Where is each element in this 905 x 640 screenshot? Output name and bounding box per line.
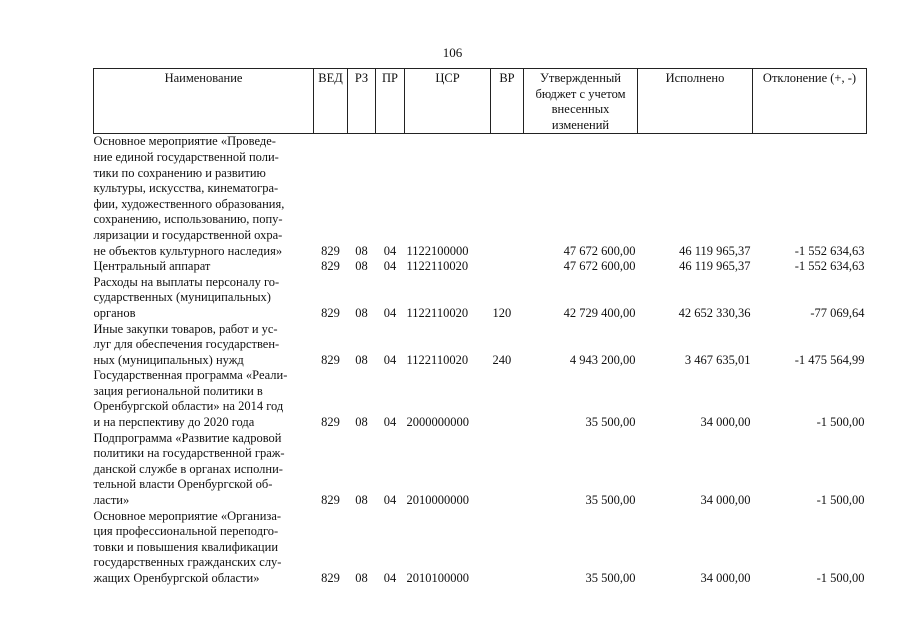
header-rz: РЗ [348,69,376,134]
page-number: 106 [442,45,463,60]
cell-deviation: -1 552 634,63 [794,243,865,258]
cell-ved: 829 [321,493,340,508]
table-header-row [94,69,867,134]
cell-approved: 35 500,00 [585,493,636,508]
header-pr: ПР [376,69,405,134]
cell-deviation: -1 500,00 [816,493,865,508]
cell-ved: 829 [321,415,340,430]
cell-ved: 829 [321,243,340,258]
cell-rz: 08 [355,243,368,258]
cell-vr [491,259,524,275]
cell-csr: 2010100000 [406,571,469,585]
cell-executed: 46 119 965,37 [679,259,751,274]
cell-approved: 4 943 200,00 [569,352,636,367]
table-row [94,259,867,275]
header-name: Наименование [94,69,314,134]
header-vr: ВР [491,69,524,134]
cell-executed: 34 000,00 [700,493,751,508]
cell-name: Основное мероприятие «Организа- ция профессиональной переподго- товки и повышения квалификации государственных гражданских слу- жащих Оренбургской области» [93,508,282,585]
cell-name: Основное мероприятие «Проведе- ние единой государственной поли- тики по сохранению и развитию культуры, искусства, кинематогра- фии, художественного образования, сохранению, использованию, попу- ляризации и государственной охра- не объектов культурного наследия» [93,134,285,258]
table-row [94,322,867,369]
cell-approved: 47 672 600,00 [563,243,636,258]
cell-pr: 04 [383,493,397,508]
header-ved: ВЕД [314,69,348,134]
cell-name: Иные закупки товаров, работ и ус- луг для обеспечения государствен- ных (муниципальных) нужд [93,321,280,367]
cell-executed: 34 000,00 [700,415,751,430]
cell-pr: 04 [383,415,397,430]
cell-csr: 2010000000 [406,493,469,508]
cell-csr: 1122110020 [406,352,469,367]
cell-rz: 08 [355,493,368,508]
cell-csr: 1122100000 [406,243,469,258]
cell-name: Государственная программа «Реали- зация региональной политики в Оренбургской области» на 2014 год и на перспективу до 2020 года [93,368,288,430]
table-row [94,431,867,509]
table-row [94,134,867,259]
cell-executed: 46 119 965,37 [679,243,751,258]
cell-vr [491,509,524,587]
cell-name: Подпрограмма «Развитие кадровой политики на государственной граж- данской службе в органах исполни- тельной власти Оренбургской об- ласти» [93,430,285,508]
cell-ved: 829 [321,305,340,320]
cell-deviation: -1 500,00 [816,415,865,430]
cell-approved: 42 729 400,00 [563,305,636,320]
header-csr: ЦСР [405,69,491,134]
cell-pr: 04 [383,243,397,258]
cell-deviation: -77 069,64 [810,305,865,320]
cell-csr: 2000000000 [406,415,469,430]
cell-rz: 08 [355,571,368,585]
table-row [94,509,867,587]
cell-rz: 08 [355,305,368,320]
cell-csr: 1122110020 [406,305,469,320]
cell-vr [491,431,524,509]
cell-executed: 3 467 635,01 [684,352,751,367]
cell-pr: 04 [383,352,397,367]
cell-rz: 08 [355,259,368,274]
cell-pr: 04 [383,571,397,585]
cell-rz: 08 [355,415,368,430]
cell-csr: 1122110020 [406,259,469,274]
header-approved: Утвержденный бюджет с учетом внесенных изменений [524,69,638,134]
table-row [94,275,867,322]
cell-vr: 240 [492,352,512,367]
header-deviation: Отклонение (+, -) [753,69,867,134]
cell-rz: 08 [355,352,368,367]
cell-deviation: -1 500,00 [816,571,865,585]
cell-vr [491,134,524,259]
cell-vr [491,368,524,430]
cell-executed: 42 652 330,36 [678,305,751,320]
cell-pr: 04 [383,259,397,274]
cell-vr: 120 [492,305,512,320]
cell-approved: 35 500,00 [585,571,636,585]
cell-ved: 829 [321,259,340,274]
cell-ved: 829 [321,571,340,585]
cell-pr: 04 [383,305,397,320]
cell-executed: 34 000,00 [700,571,751,585]
header-executed: Исполнено [638,69,753,134]
cell-deviation: -1 552 634,63 [794,259,865,274]
cell-deviation: -1 475 564,99 [794,352,865,367]
cell-name: Центральный аппарат [93,259,211,274]
cell-name: Расходы на выплаты персоналу го- сударственных (муниципальных) органов [93,274,280,320]
table-row [94,368,867,430]
cell-approved: 47 672 600,00 [563,259,636,274]
budget-table [93,68,867,587]
cell-approved: 35 500,00 [585,415,636,430]
cell-ved: 829 [321,352,340,367]
